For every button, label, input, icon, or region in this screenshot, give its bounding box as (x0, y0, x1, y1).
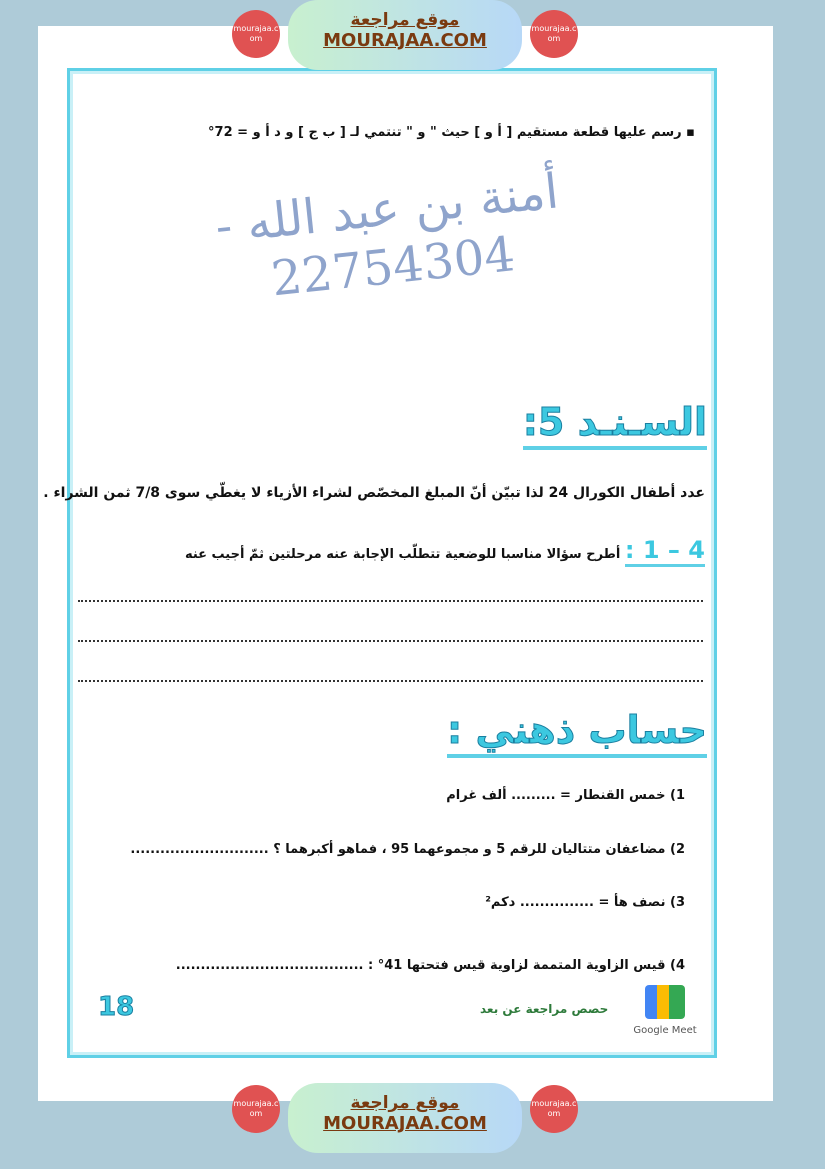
section5-title: السـنـد 5: (523, 400, 707, 450)
banner-latin: MOURAJAA.COM (323, 30, 487, 51)
mental-item-3: 3) نصف هأ = ............... دكم² (485, 895, 685, 910)
question-label: 4 – 1 : (625, 536, 705, 567)
google-meet-label: Google Meet (633, 1025, 697, 1036)
banner-arabic: موقع مراجعة (350, 10, 460, 30)
site-logo-left: mourajaa.com (232, 10, 280, 58)
intro-line: ▪ رسم عليها قطعة مستقيم [ أ و ] حيث " و " تنتمي لـ [ ب ج ] و د أ و = 72° (208, 125, 695, 140)
banner-latin: MOURAJAA.COM (323, 1113, 487, 1134)
section5-text: عدد أطفال الكورال 24 لذا تبيّن أنّ المبلغ المخصّص لشراء الأزياء لا يغطّي سوى 7/8 ثمن الشراء . (43, 485, 705, 501)
site-banner-bottom[interactable] (288, 1083, 522, 1153)
mental-math-title: حساب ذهني : (447, 708, 707, 758)
answer-line-1[interactable] (78, 600, 703, 602)
page-number: 18 (98, 992, 135, 1022)
question-text: أطرح سؤالا مناسبا للوضعية تتطلّب الإجابة عنه مرحلتين ثمّ أجيب عنه (184, 547, 621, 562)
site-logo-right-bottom: mourajaa.com (530, 1085, 578, 1133)
mental-item-2: 2) مضاعفان متتاليان للرقم 5 و مجموعهما 95 ، فماهو أكبرهما ؟ ............................ (130, 842, 685, 857)
mental-item-1: 1) خمس القنطار = ......... ألف غرام (446, 788, 685, 803)
mental-item-4: 4) قيس الزاوية المتممة لزاوية قيس فتحتها 41° : ...................................... (175, 958, 685, 973)
watermark: أمنة بن عبد الله - 22754304 (212, 163, 562, 308)
answer-line-2[interactable] (78, 640, 703, 642)
banner-arabic: موقع مراجعة (350, 1093, 460, 1113)
site-logo-right: mourajaa.com (530, 10, 578, 58)
site-logo-left-bottom: mourajaa.com (232, 1085, 280, 1133)
google-meet-icon (645, 985, 685, 1019)
site-banner-top[interactable] (288, 0, 522, 70)
remote-lessons-text: حصص مراجعة عن بعد (480, 1002, 609, 1016)
question-4-1 (185, 536, 705, 564)
answer-line-3[interactable] (78, 680, 703, 682)
google-meet-logo (630, 985, 700, 1036)
